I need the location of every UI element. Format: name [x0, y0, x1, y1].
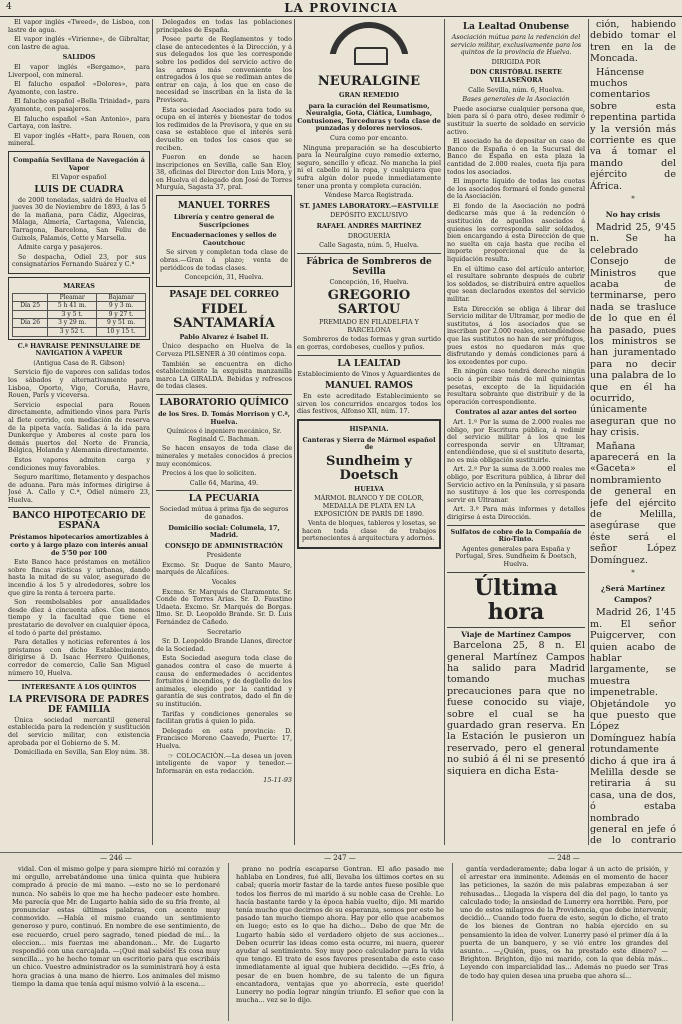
ad-text: Art. 2.º Por la suma de 3.000 reales me obligo, por Escritura pública, á librar del Servicio activo en la Península, y si pasara no sustituye á los que les corresponda servir en Ultramar. [447, 465, 585, 504]
shipping-head: SALIDOS [62, 53, 96, 62]
ad-sub: Librería y centro general de Suscripciones [173, 213, 275, 229]
column-divider [588, 19, 589, 845]
ad-label: Vocales [211, 578, 237, 587]
ad-compania-sevillana [8, 151, 150, 274]
ad-sub: Bases generales de la Asociación [462, 95, 570, 104]
ad-text: Esta Dirección se obliga á librar del Servicio militar de Ultramar, por medio de sustitutos, á los asociados que se inscriban por 2.000 reales, entendiéndose que las sustitutos no han de ser prófugos, pues estos no quedaron más que disfrutando y demás condiciones para á los excedentes por cupo. [447, 304, 585, 366]
ad-text: Ninguna preparación se ha descubierto para la Neuralgine cuyo remedio externo, seguro, sencillo y eficaz. No mancha la piel ni el cabello ni la ropa, y cualquiera que sufra algún dolor puede inmediatamente tener una pronta y completa curación. [297, 143, 441, 190]
tide-cell: 3 y 5 t. [48, 310, 97, 319]
ad-sub: Canteras y Sierra de Mármol español de [302, 435, 436, 452]
masonic-emblem-icon [324, 22, 414, 72]
ad-text: Delegados en todas las poblaciones principales de España. [156, 19, 292, 34]
ad-text: Delegado en esta provincia: D. Francisco Moreno Caavedo, Puerto: 17, Huelva. [156, 726, 292, 750]
article-subhead: No hay crisis [605, 209, 661, 219]
serial-page-number: — 247 — [324, 854, 356, 862]
ad-sub: Contratos al azar antes del sorteo [455, 408, 577, 417]
divider [447, 525, 585, 526]
ad-text: El asociado ha de depositar en caso de Banco de España ó en la Sucursal del Banco de España en esta plaza la cantidad de 2.000 reales, cuota fija para todos los asociados. [447, 137, 585, 176]
column-divider [452, 863, 453, 1021]
ad-text: Excmo. Sr. Duque de Santo Mauro, marqués de Alcañices. [156, 560, 292, 577]
pointing-hand-icon: ☞ [168, 751, 174, 760]
serial-page-number: — 248 — [548, 854, 580, 862]
article-text: ción, habiendo debido tomar el tren en la de Moncada. [590, 19, 676, 65]
ad-label: DIRIGIDA POR [491, 57, 541, 66]
ad-sub: de los Sres. D. Tomás Morrison y C.ª, Huelva. [158, 409, 290, 426]
ad-text: RAFAEL ANDRÉS MARTÍNEZ [316, 221, 422, 230]
ad-text: Precios á los que lo soliciten. [162, 469, 257, 478]
shipping-entry: El falucho español «Dolores», para Ayamonte, con lastre. [8, 80, 150, 96]
article-text: Barcelona 25, 8 n. El general Martínez Campos ha salido para Madrid tomando muchas precauciones para que no fuese conocido su viaje, sobre el cual se ha guardado gran reserva. En la Estación le pusieron un reservado, pero el general no subió á él ni se presentó siquiera en dicha Esta- [447, 640, 585, 777]
column-1 [8, 19, 150, 845]
serial-text: gantía verdaderamente; daba logar á un acto de prisión, y el arrestar era inminente. Además en el momento de hacer las peticiones, la sazón de mis palabras empezaban á ser rehusadas... Llegada la víspera del día del pago, lo tanto ya calculado todo; la ansiedad de Lunerry era horrible. Pero, por uno de estos milagros de la Providencia, que debe intervenir, decidió... Cuando todo fuera de esto, según lo dicho, el trato de los bienes de Gontran no había ejercido en su pensamiento la idea de volver. Lunerry pasó el primer día á la puerta de un banquero, y se vió entre los grandes del asunto... —¿Quién, pues, os ha prestado este dinero? —Brighton. Brighton, dijo mi marido, con la que debía más... Leyendo con imparcialidad las... Además no puedo ser Tras de todo hay quien desea una prueba que ahora sí... [460, 865, 668, 980]
tide-cell: Día 25 [13, 302, 48, 311]
ad-text: Art. 1.º Por la suma de 2.000 reales me obligo, por Escritura pública, á redimir del servicio militar á los que les corresponda servir en Ultramar, entendiéndose, que si el sustituto deserta, no es mía obligación sustituirle. [447, 417, 585, 464]
ad-sub: Préstamos hipotecarios amortizables á corto y á largo plazo con interés anual de 5'50 por 100 [9, 533, 149, 557]
ad-title: Fábrica de Sombreros de Sevilla [306, 256, 432, 277]
ad-text: Agentes generales para España y Portugal, Sres. Sundheim & Doetsch, Huelva. [455, 544, 577, 568]
column-5 [590, 19, 676, 845]
ad-label: Presidente [206, 551, 242, 560]
ad-text: Domicilio social: Columela, 17, Madrid. [168, 523, 280, 540]
ad-sub: Establecimiento de Vinos y Aguardientes de [297, 369, 441, 378]
article-text: Háncense muchos comentarios sobre esta repentina partida y la versión más corriente es que va á tomar el mando del ejército de África. [590, 66, 676, 192]
ad-title: GREGORIO SARTOU [327, 288, 411, 318]
ad-text: Véndese Marca Registrada. [324, 191, 414, 200]
section-title: Última hora [474, 574, 558, 625]
article-subhead: ¿Será Martínez Campos? [601, 583, 665, 604]
ad-text: En este acreditado Establecimiento se sirven los concurridos encargos todos los días festivos, Alfonso XII, núm. 17. [297, 392, 441, 416]
folletin-strip [0, 852, 682, 1024]
ad-title: LA PECUARIA [188, 494, 260, 505]
ad-text: Cura como por encanto. [329, 133, 409, 142]
ad-text: Se despacha, Odiel 23, por sus consignatarios Fernando Suárez y C.ª [12, 252, 146, 269]
divider [297, 355, 441, 356]
tide-header [13, 293, 48, 302]
ad-title: LA PREVISORA DE PADRES DE FAMILIA [8, 694, 150, 715]
ad-text: DEPÓSITO EXCLUSIVO [330, 211, 408, 220]
column-3 [297, 19, 441, 845]
tide-cell: 5 h 41 m. [48, 302, 97, 311]
tide-cell: 9 y 3 m. [97, 302, 146, 311]
ad-text: ST. JAMES LABORATORY.—EASTVILLE [299, 201, 439, 210]
shipping-entry: El vapor inglés «Bergamo», para Liverpool, con mineral. [8, 62, 150, 79]
ad-sundheim [297, 419, 441, 549]
ad-text: El importe líquido de todas las cuotas de los asociados formará el fondo general de la Asociación. [447, 177, 585, 201]
ad-text: En ningún caso tendrá derecho ningún socio á percibir más de mil quinientas pesetas, excepto de la liquidación resultara sobrante que distribuir y de la operación correspondiente. [447, 367, 585, 406]
ad-text: Químicos é ingeniero mecánico, Sr. Reginald C. Bachman. [166, 427, 282, 443]
ad-text: de 2000 toneladas, saldrá de Huelva el jueves 30 de Noviembre de 1893, á las 5 de la mañana, para Cádiz, Algeciras, Málaga, Almería, Cartagena, Valencia, Tarragona, Barcelona, San Feliu de Guixols, Palamós, Cette y Marsella. [12, 195, 146, 242]
tide-cell: Día 26 [13, 319, 48, 328]
ad-text: Puede asociarse cualquier persona que, bien para sí ó para otro, desee redimir ó sustituir la suerte de soldado en servicio activo. [447, 104, 585, 136]
shipping-entry: El vapor inglés «Hatt», para Rouen, con mineral. [8, 131, 150, 148]
ad-title: BANCO HIPOTECARIO DE ESPAÑA [12, 511, 146, 532]
column-divider [152, 19, 153, 845]
ad-text: Este Banco hace préstamos en metálico sobre fincas rústicas y urbanas, dando hasta la mitad de su valor, asegurado de incendio á los 5 y alrededores, sobre los que gire la renta á tercera parte. [8, 558, 150, 597]
article-text: Madrid 25, 9'45 n. Se ha celebrado Consejo de Ministros que acaba de terminarse, pero nada se trasluce de lo que en él ha pasado, pues los ministros se han juramentado para no decir una palabra de lo que en él ha ocurrido, únicamente aseguran que no hay crisis. [590, 221, 676, 439]
ad-text: para la curación del Reumatismo, Neuralgia, Gota, Ciática, Lumbago, Contusiones, Torceduras y toda clase de punzadas y dolores nerviosos. [297, 101, 441, 133]
ad-text: Excmo. Sr. Marqués de Claramonte. Sr. Conde de Torres Arias. Sr. D. Faustino Udaeta. Excmo. Sr. Marqués de Borgas. Ilmo. Sr. D. Leopoldo Brande. Sr. D. Luis Fernández de Cañedo. [156, 587, 292, 627]
ad-text: MÁRMOL BLANCO Y DE COLOR, MEDALLA DE PLATA EN LA EXPOSICIÓN DE PARÍS DE 1890. [314, 494, 424, 518]
shipping-entry: El vapor inglés «Tweed», de Lisboa, con lastre de agua. [8, 19, 150, 34]
classified-text: COLOCACIÓN.—La desea un joven inteligente de vapor y tenedor.—Informarán en esta redacción. [156, 751, 292, 775]
ad-text: Domiciliada en Sevilla, San Eloy núm. 38. [14, 748, 150, 757]
ad-title: MANUEL TORRES [177, 201, 271, 212]
ad-sub: PREMIADO EN FILADELFIA Y BARCELONA [319, 318, 419, 334]
page-number: 4 [6, 2, 12, 12]
tide-header: Bajamar [97, 293, 146, 302]
ad-addr: Calle 64, Marina, 49. [189, 478, 259, 487]
ad-title: LABORATORIO QUÍMICO [159, 397, 289, 408]
tide-cell: 10 y 15 t. [97, 328, 146, 337]
ad-label: El Vapor español [51, 173, 107, 182]
divider [8, 680, 150, 681]
newspaper-title: LA PROVINCIA [284, 1, 398, 15]
ad-title: MANUEL RAMOS [324, 381, 414, 392]
ad-text: Esta sociedad Asociados para todo su ocupa en el interés y bienestar de todos los redimidos de la Previsora, y que en su casa se establece que el interés será devuelto en todos los casos que se reciben. [156, 105, 292, 152]
tide-cell [13, 328, 48, 337]
masthead [0, 0, 682, 17]
tide-title: MAREAS [63, 282, 95, 291]
serial-text: prano no podría escaparse Gontran. El año pasado me hablaba en Londres, fué allí, llevaba los últimos cortes en su cabal; quería morir fastar de la tarde antes fuese posible que todos los fierros de mi marido á su noble casa de Crehle. Lo hacía bastante tarde y la época había vuelto, dijo. Mi marido tenía mucho que decirnos de su esperanza, somos por esto he pasado tan mucho tiempo ahora. Hay por ello que acabemos en luego; esto es lo que ha dicho... Debo de que Mr. de Lugarto había sido el verdadero objeto de sus acciones... Deben ocurrir las ideas como esta ocurre, mi nuera, querer ayudar al sentimiento. Soy muy poco calculador para la vida que tengo. El trato de esos favores presentaba de este caso inmediatamente al igual que hubiera decidido. —¡Es frío, á pesar de en buen hombre, de su talento de un figura encantadora, ventajas que yo aborrecía, este querido! Lunerry no podía lograr ningún triunfo. El señor que con la mucha... vez se lo dijo. [236, 865, 444, 1005]
ad-addr: Calle Sagasta, núm. 5, Huelva. [319, 241, 419, 250]
section-subtitle: Viaje de Martínez Campos [461, 629, 571, 639]
emblem-book [354, 47, 388, 65]
ad-sub: (Antigua Casa de R. Gibson) [33, 358, 125, 367]
shipping-entry: El vapor inglés «Virienne», de Gibraltar, con lastre de agua. [8, 35, 150, 51]
divider [156, 490, 292, 491]
ad-title: FIDEL SANTAMARÍA [173, 301, 275, 331]
shipping-entry: El falucho español «San Antonio», para Cartaya, con lastre. [8, 114, 150, 131]
column-divider [294, 19, 295, 845]
ad-text: Venta de bloques, tableros y losetas, se hacen toda clase de trabajos pertenecientes á arquitectura y adornos. [302, 519, 436, 543]
ad-addr: Concepción, 16, Huelva. [329, 277, 409, 286]
column-4 [447, 19, 585, 845]
ornament-icon: * [631, 195, 635, 204]
tide-cell [13, 310, 48, 319]
serial-column [12, 865, 220, 1021]
ad-text: Para detalles y noticias referentes á los préstamos con dicho Establecimiento, dirigirse á D. Isaac Herrero Quiñones, corredor de comercio, Calle San Miguel número 10, Huelva. [8, 638, 150, 677]
ad-text: Se hacen ensayos de toda clase de minerales y metales conocidos á precios muy económicos. [156, 444, 292, 468]
classified-date: 15-11-93 [263, 776, 292, 785]
ad-text: Art. 3.º Para más informes y detalles dirigirse á esta Dirección. [447, 505, 585, 522]
tide-header: Pleamar [48, 293, 97, 302]
ad-text: Único despacho en Huelva de la Cerveza PILSENER á 30 céntimos copa. [156, 342, 292, 358]
article-text: Madrid 26, 1'45 m. El señor Puigcerver, con quien acabo de hablar largamente, se muestra impenetrable. Objetándole yo que puesto que López Domínguez había rotundamente dicho á que ira á Melilla desde se retiraria á su casa, una de dos, ó estaba nombrado general en jefe ó de lo contrario [590, 607, 676, 845]
column-2 [156, 19, 292, 845]
ad-sub: Pablo Alvarez é Isabel II. [179, 332, 269, 341]
ad-manuel-torres [156, 195, 292, 287]
ad-text: Estos vapores admiten carga y condiciones muy favorables. [8, 455, 150, 472]
ornament-icon: * [631, 569, 635, 578]
ad-addr: Concepción, 31, Huelva. [184, 273, 264, 282]
ad-label: HISPANIA. [349, 425, 389, 434]
divider [156, 394, 292, 395]
shipping-entry: El falucho español «Bella Trinidad», para Ayamonte, con pasajeros. [8, 97, 150, 113]
ad-title: C.ª HAVRAISE PENINSULAIRE DE NAVIGATION Á VAPEUR [17, 341, 141, 358]
ad-text: Seguro marítimo, fletamento y despachos de aduana. Para más informes dirigirse á José A. Callo y C.ª, Odiel número 23, Huelva. [8, 473, 150, 504]
divider [447, 572, 585, 573]
ad-sub: GRAN REMEDIO [338, 91, 400, 99]
serial-column [460, 865, 668, 1021]
ad-title: Sulfatos de cobre de la Compañía de Río-Tinto. [450, 527, 582, 544]
tide-cell: 9 y 27 t. [97, 310, 146, 319]
ad-addr: HUELVA [354, 484, 384, 493]
column-divider [228, 863, 229, 1021]
divider [297, 253, 441, 254]
ad-text: Sombreros de todas formas y gran surtido en gorras, cordobeses, cuellos y puños. [297, 335, 441, 352]
serial-page-number: — 246 — [100, 854, 132, 862]
ad-label: Secretario [207, 627, 241, 636]
ad-sub: Asociación mútua para la redención del servicio militar, exclusivamente para los quintos de la provincia de Huelva. [450, 33, 582, 57]
divider [447, 627, 585, 628]
ad-sub: CONSEJO DE ADMINISTRACIÓN [165, 541, 283, 550]
ad-text: Sociedad mútua á prima fija de seguros de ganados. [159, 505, 289, 521]
ad-text: Son reembolsables por anualidades desde diez á cincuenta años. Con menos tiempo y la facultad que tiene el prestatario de devolver en cualquier época, el todo ó parte del préstamo. [8, 598, 150, 637]
ad-text: Fueron en donde se hacen inscripciones en Sevilla, calle San Eloy, 38, oficinas del Director don Luis Mora, y en Huelva el delegado don José de Torres Murguía, Sagasta 37, pral. [156, 153, 292, 192]
ad-text: Servicio especial para Rouen directamente, admitiendo vinos para París al flete corrido, con mediación de reserva de la pipeta vacía. Salidas á la ida para Dunkerque y Amberes al coste para los demás puertos del Norte de Francia, Bélgica, Holanda y Alemania directamente. [8, 400, 150, 455]
classified-ad [156, 753, 292, 776]
ad-addr: Calle Sevilla, núm. 6, Huelva. [468, 85, 564, 94]
ad-label: INTERESANTE Á LOS QUINTOS [21, 683, 137, 692]
column-divider [444, 19, 445, 845]
tide-grid [12, 293, 146, 337]
ad-text: Admite carga y pasajeros. [18, 243, 103, 252]
serial-text: vidal. Con el mismo golpe y para siempre hirió mi corazón y mi orgullo, arrebatándome una única quinta que hubiera comprado á precio de mi mano. —esto no se lo perdonaré nunca. No sabéis lo que me ha hecho padecer este hombre. Me parecía que Mr. de Lugarto había sido de su fría frente, al pronunciar estas últimas palabras, con acento muy conmovido. —Había el mismo cuando un sentimiento generoso y puro, continuó. En nombre de ese sentimiento, de ese recuerdo, cruel pero sagrado, tened piedad de mí... la eleccion... mis fuerzas me abandonan... Mr. de Lugarto respondió con una carcajada. —¡Qué mal sabéis! Es cosa muy sencilla... yo he hecho tomar un escritorio para que escribáis un chico. Vuestro administrador os la suministrará hoy á esta hora gracias á una mano de hierro. Los animales del mismo tiempo la dama que tenía aquí mismo volvió á la escena... [12, 865, 220, 988]
ad-text: Esta Sociedad asegura toda clase de ganados contra el caso de muerte á causa de enfermedades ó accidentes fortuitos é incendios, y de degüello de los animales, elegido por la cantidad y garantía de sus contratos, dado el fin de su institución. [156, 654, 292, 708]
ad-title: La Lealtad Onubense [462, 22, 570, 32]
divider [8, 507, 150, 508]
ad-title: PASAJE DEL CORREO [169, 289, 279, 300]
ad-text: El fondo de la Asociación no podrá dedicarse más que á la redención ó sustitución de aquellos asociados á quienes les corresponda salir soldados, bien encargando á esta Dirección de que no suelta en caja hasta que reciba el importe proporcional que de la liquidación resulta. [447, 201, 585, 264]
ad-title: Compañía Sevillana de Navegación á Vapor [13, 155, 145, 172]
ad-ship-name: LUIS DE CUADRA [34, 184, 124, 195]
ad-sub: Encuadernaciones y sellos de Caoutchouc [171, 231, 277, 247]
tide-cell: 3 y 52 t. [48, 328, 97, 337]
ad-title: Sundheim y Doetsch [326, 453, 412, 483]
ad-title: LA LEALTAD [337, 358, 401, 369]
ad-text: Servicio fijo de vapores con salidas todos los sábados y alternativamente para Lisboa, Oporto, Vigo, Coruña, Havre, Rouen, París y viceversa. [8, 368, 150, 400]
ad-sub: DON CRISTÓBAL ISERTE VILLASEÑORA [470, 68, 562, 84]
tide-cell: 9 y 51 m. [97, 319, 146, 328]
ad-text: DROGUERÍA [347, 231, 391, 240]
ad-text: En el último caso del artículo anterior, el resultare sobrante después de cubrir los soldados, se distribuirá entre aquellos que sean declarados exentos del servicio militar. [447, 264, 585, 303]
tide-cell: 3 y 29 m. [48, 319, 97, 328]
ad-text: Se sirven y completan toda clase de obras.—Gran á plazo; venta de periódicos de todas clases. [160, 248, 288, 272]
article-text: Mañana aparecerá en la «Gaceta» el nombramiento de general en jefe del ejército de Melilla, asegúrase que éste será el señor López Domínguez. [590, 440, 676, 566]
ad-text: También se encuentra en dicho establecimiento la exquisita manzanilla marca LA GIRALDA. Bebidas y refrescos de todas clases. [156, 359, 292, 391]
ad-text: Tarifas y condiciones generales se facilitan gratis á quien lo pida. [156, 709, 292, 726]
serial-column [236, 865, 444, 1021]
ad-text: Sr. D. Leopoldo Brande Llanos, director de la Sociedad. [156, 637, 292, 653]
ad-text: Posee parte de Reglamentos y todo clase de antecedentes é la Dirección, y á sus delegados los que les corresponde sobre los pedidos del servicio activo de las armas más conveniente los entregados á los que se rediman antes de entrar en caja, á los que en caso de necesidad se inscriban en la lista de la Previsora. [156, 35, 292, 104]
tide-table [8, 277, 150, 340]
ad-text: Única sociedad mercantil general establecida para la redención y sustitución del servicio militar, con existencia aprobada por el Gobierno de S. M. [8, 715, 150, 747]
ad-title: NEURALGINE [317, 74, 421, 89]
